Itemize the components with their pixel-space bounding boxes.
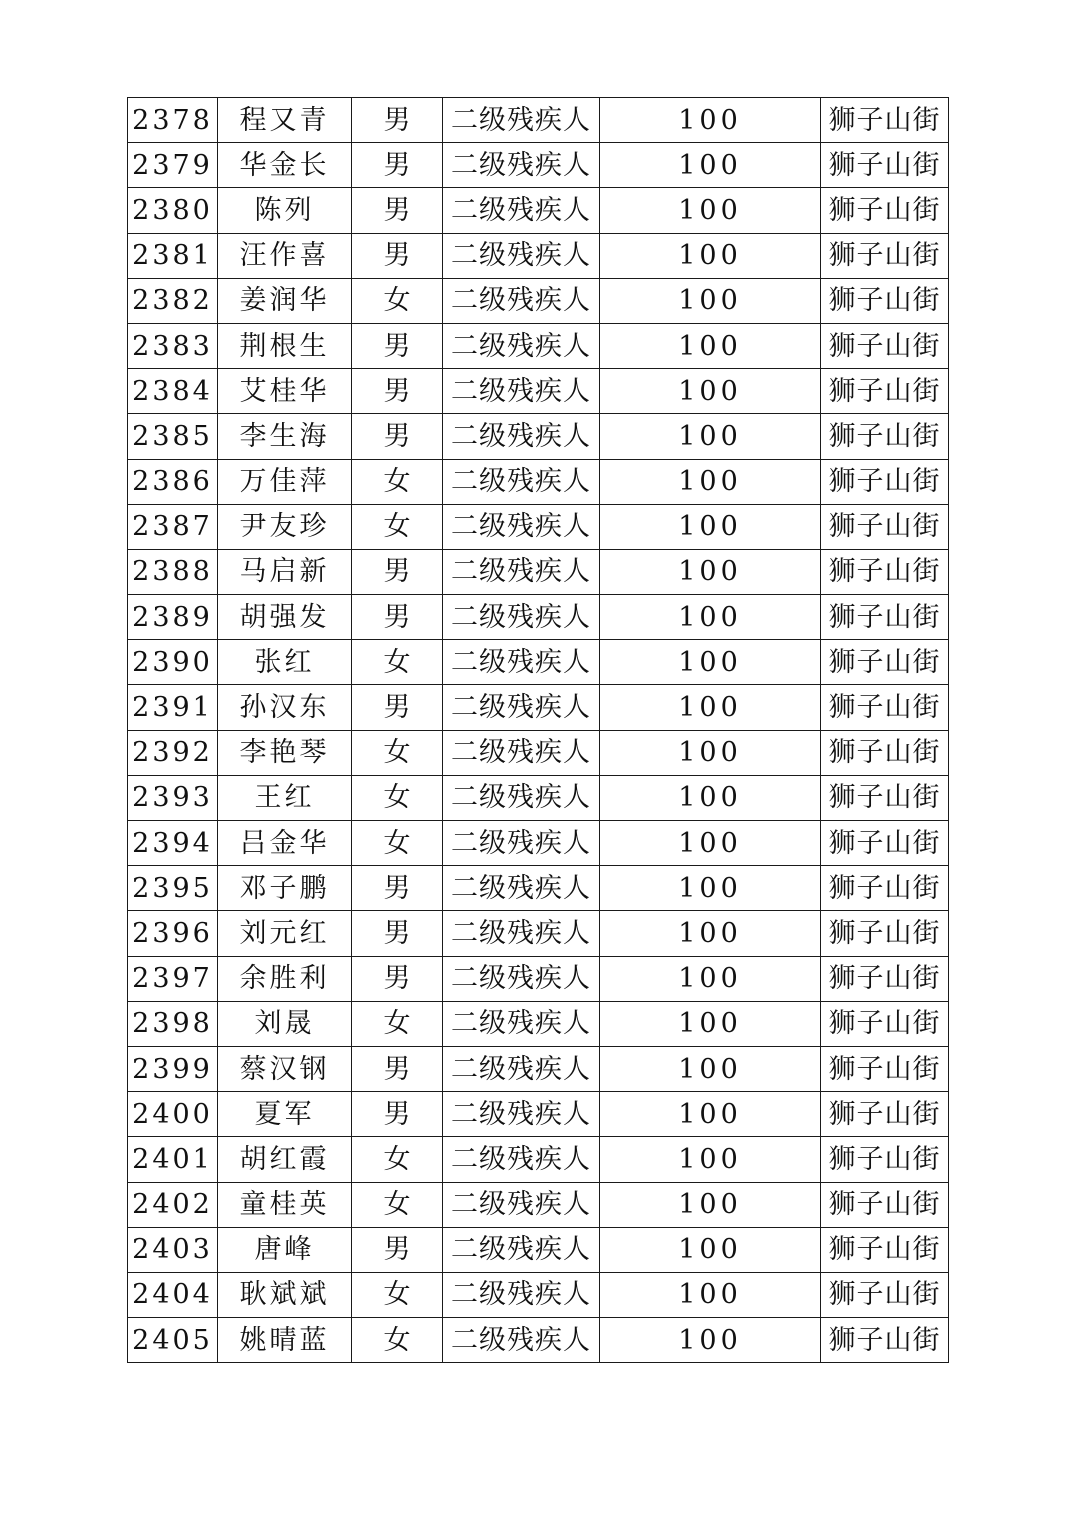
table-row: [128, 911, 949, 956]
disability-category-cell: 二级残疾人: [443, 98, 600, 143]
table-row: [128, 1272, 949, 1317]
street-cell: 狮子山街: [821, 775, 949, 820]
disability-category-cell: 二级残疾人: [443, 956, 600, 1001]
serial-number-cell: 2400: [128, 1092, 218, 1137]
name-cell: 程又青: [218, 98, 352, 143]
table-row: [128, 504, 949, 549]
street-cell: 狮子山街: [821, 323, 949, 368]
serial-number-cell: 2384: [128, 369, 218, 414]
street-cell: 狮子山街: [821, 549, 949, 594]
serial-number-cell: 2403: [128, 1227, 218, 1272]
serial-number-cell: 2382: [128, 278, 218, 323]
serial-number-cell: 2402: [128, 1182, 218, 1227]
amount-cell: 100: [600, 369, 821, 414]
name-cell: 蔡汉钢: [218, 1046, 352, 1091]
name-cell: 华金长: [218, 143, 352, 188]
name-cell: 孙汉东: [218, 685, 352, 730]
amount-cell: 100: [600, 188, 821, 233]
street-cell: 狮子山街: [821, 595, 949, 640]
serial-number-cell: 2397: [128, 956, 218, 1001]
street-cell: 狮子山街: [821, 459, 949, 504]
serial-number-cell: 2396: [128, 911, 218, 956]
name-cell: 耿斌斌: [218, 1272, 352, 1317]
street-cell: 狮子山街: [821, 956, 949, 1001]
serial-number-cell: 2393: [128, 775, 218, 820]
disability-category-cell: 二级残疾人: [443, 414, 600, 459]
amount-cell: 100: [600, 1092, 821, 1137]
amount-cell: 100: [600, 1137, 821, 1182]
serial-number-cell: 2383: [128, 323, 218, 368]
gender-cell: 男: [352, 98, 443, 143]
street-cell: 狮子山街: [821, 233, 949, 278]
disability-category-cell: 二级残疾人: [443, 640, 600, 685]
serial-number-cell: 2404: [128, 1272, 218, 1317]
amount-cell: 100: [600, 278, 821, 323]
name-cell: 汪作喜: [218, 233, 352, 278]
gender-cell: 男: [352, 233, 443, 278]
street-cell: 狮子山街: [821, 821, 949, 866]
disability-category-cell: 二级残疾人: [443, 775, 600, 820]
disability-category-cell: 二级残疾人: [443, 595, 600, 640]
name-cell: 李生海: [218, 414, 352, 459]
table-row: [128, 278, 949, 323]
street-cell: 狮子山街: [821, 414, 949, 459]
disability-category-cell: 二级残疾人: [443, 233, 600, 278]
street-cell: 狮子山街: [821, 278, 949, 323]
street-cell: 狮子山街: [821, 1092, 949, 1137]
gender-cell: 女: [352, 1182, 443, 1227]
serial-number-cell: 2385: [128, 414, 218, 459]
disability-category-cell: 二级残疾人: [443, 866, 600, 911]
serial-number-cell: 2395: [128, 866, 218, 911]
amount-cell: 100: [600, 640, 821, 685]
name-cell: 唐峰: [218, 1227, 352, 1272]
disability-category-cell: 二级残疾人: [443, 1046, 600, 1091]
table-row: [128, 685, 949, 730]
table-row: [128, 1227, 949, 1272]
disability-category-cell: 二级残疾人: [443, 821, 600, 866]
name-cell: 刘元红: [218, 911, 352, 956]
disability-category-cell: 二级残疾人: [443, 459, 600, 504]
name-cell: 荆根生: [218, 323, 352, 368]
table-row: [128, 1182, 949, 1227]
street-cell: 狮子山街: [821, 98, 949, 143]
serial-number-cell: 2378: [128, 98, 218, 143]
gender-cell: 男: [352, 1092, 443, 1137]
disability-category-cell: 二级残疾人: [443, 143, 600, 188]
name-cell: 夏军: [218, 1092, 352, 1137]
gender-cell: 男: [352, 143, 443, 188]
street-cell: 狮子山街: [821, 730, 949, 775]
gender-cell: 男: [352, 369, 443, 414]
disability-category-cell: 二级残疾人: [443, 1318, 600, 1363]
gender-cell: 女: [352, 278, 443, 323]
amount-cell: 100: [600, 233, 821, 278]
street-cell: 狮子山街: [821, 640, 949, 685]
table-body: [128, 98, 949, 1363]
street-cell: 狮子山街: [821, 685, 949, 730]
table-row: [128, 730, 949, 775]
disability-category-cell: 二级残疾人: [443, 730, 600, 775]
street-cell: 狮子山街: [821, 1318, 949, 1363]
name-cell: 邓子鹏: [218, 866, 352, 911]
name-cell: 姜润华: [218, 278, 352, 323]
amount-cell: 100: [600, 1318, 821, 1363]
disability-category-cell: 二级残疾人: [443, 504, 600, 549]
table-row: [128, 1092, 949, 1137]
serial-number-cell: 2392: [128, 730, 218, 775]
amount-cell: 100: [600, 821, 821, 866]
table-row: [128, 233, 949, 278]
street-cell: 狮子山街: [821, 866, 949, 911]
amount-cell: 100: [600, 911, 821, 956]
serial-number-cell: 2401: [128, 1137, 218, 1182]
gender-cell: 男: [352, 323, 443, 368]
table-row: [128, 1318, 949, 1363]
amount-cell: 100: [600, 1182, 821, 1227]
serial-number-cell: 2391: [128, 685, 218, 730]
disability-category-cell: 二级残疾人: [443, 1182, 600, 1227]
name-cell: 姚晴蓝: [218, 1318, 352, 1363]
table-row: [128, 98, 949, 143]
table-row: [128, 143, 949, 188]
name-cell: 李艳琴: [218, 730, 352, 775]
disability-category-cell: 二级残疾人: [443, 685, 600, 730]
disability-category-cell: 二级残疾人: [443, 549, 600, 594]
serial-number-cell: 2387: [128, 504, 218, 549]
amount-cell: 100: [600, 98, 821, 143]
gender-cell: 女: [352, 1318, 443, 1363]
amount-cell: 100: [600, 1272, 821, 1317]
serial-number-cell: 2380: [128, 188, 218, 233]
disability-category-cell: 二级残疾人: [443, 1272, 600, 1317]
table-row: [128, 369, 949, 414]
gender-cell: 男: [352, 1046, 443, 1091]
gender-cell: 女: [352, 1272, 443, 1317]
serial-number-cell: 2390: [128, 640, 218, 685]
disability-category-cell: 二级残疾人: [443, 1092, 600, 1137]
table-row: [128, 956, 949, 1001]
disability-category-cell: 二级残疾人: [443, 188, 600, 233]
amount-cell: 100: [600, 459, 821, 504]
amount-cell: 100: [600, 1001, 821, 1046]
name-cell: 余胜利: [218, 956, 352, 1001]
street-cell: 狮子山街: [821, 911, 949, 956]
disability-category-cell: 二级残疾人: [443, 911, 600, 956]
table-row: [128, 595, 949, 640]
amount-cell: 100: [600, 730, 821, 775]
name-cell: 尹友珍: [218, 504, 352, 549]
gender-cell: 女: [352, 730, 443, 775]
street-cell: 狮子山街: [821, 1137, 949, 1182]
gender-cell: 女: [352, 1137, 443, 1182]
serial-number-cell: 2399: [128, 1046, 218, 1091]
gender-cell: 男: [352, 956, 443, 1001]
street-cell: 狮子山街: [821, 188, 949, 233]
table-row: [128, 414, 949, 459]
amount-cell: 100: [600, 414, 821, 459]
name-cell: 吕金华: [218, 821, 352, 866]
amount-cell: 100: [600, 549, 821, 594]
disability-category-cell: 二级残疾人: [443, 1001, 600, 1046]
amount-cell: 100: [600, 685, 821, 730]
name-cell: 万佳萍: [218, 459, 352, 504]
street-cell: 狮子山街: [821, 1182, 949, 1227]
name-cell: 张红: [218, 640, 352, 685]
serial-number-cell: 2389: [128, 595, 218, 640]
disability-category-cell: 二级残疾人: [443, 323, 600, 368]
subsidy-roster-table: [127, 97, 949, 1363]
name-cell: 艾桂华: [218, 369, 352, 414]
disability-category-cell: 二级残疾人: [443, 369, 600, 414]
name-cell: 胡红霞: [218, 1137, 352, 1182]
amount-cell: 100: [600, 504, 821, 549]
disability-category-cell: 二级残疾人: [443, 1137, 600, 1182]
table-row: [128, 1137, 949, 1182]
name-cell: 马启新: [218, 549, 352, 594]
street-cell: 狮子山街: [821, 369, 949, 414]
amount-cell: 100: [600, 775, 821, 820]
gender-cell: 女: [352, 821, 443, 866]
amount-cell: 100: [600, 1046, 821, 1091]
gender-cell: 女: [352, 640, 443, 685]
name-cell: 王红: [218, 775, 352, 820]
gender-cell: 女: [352, 775, 443, 820]
gender-cell: 男: [352, 188, 443, 233]
disability-category-cell: 二级残疾人: [443, 278, 600, 323]
amount-cell: 100: [600, 956, 821, 1001]
gender-cell: 男: [352, 866, 443, 911]
table-row: [128, 1001, 949, 1046]
street-cell: 狮子山街: [821, 1227, 949, 1272]
name-cell: 胡强发: [218, 595, 352, 640]
table-row: [128, 775, 949, 820]
street-cell: 狮子山街: [821, 143, 949, 188]
gender-cell: 女: [352, 459, 443, 504]
serial-number-cell: 2386: [128, 459, 218, 504]
amount-cell: 100: [600, 595, 821, 640]
serial-number-cell: 2405: [128, 1318, 218, 1363]
table-row: [128, 188, 949, 233]
amount-cell: 100: [600, 1227, 821, 1272]
name-cell: 童桂英: [218, 1182, 352, 1227]
serial-number-cell: 2394: [128, 821, 218, 866]
gender-cell: 男: [352, 685, 443, 730]
table-row: [128, 459, 949, 504]
name-cell: 刘晟: [218, 1001, 352, 1046]
gender-cell: 男: [352, 549, 443, 594]
serial-number-cell: 2398: [128, 1001, 218, 1046]
table-row: [128, 549, 949, 594]
disability-category-cell: 二级残疾人: [443, 1227, 600, 1272]
street-cell: 狮子山街: [821, 1001, 949, 1046]
street-cell: 狮子山街: [821, 504, 949, 549]
serial-number-cell: 2381: [128, 233, 218, 278]
gender-cell: 女: [352, 1001, 443, 1046]
serial-number-cell: 2388: [128, 549, 218, 594]
name-cell: 陈列: [218, 188, 352, 233]
street-cell: 狮子山街: [821, 1272, 949, 1317]
table-row: [128, 821, 949, 866]
table-row: [128, 640, 949, 685]
gender-cell: 男: [352, 911, 443, 956]
table-row: [128, 1046, 949, 1091]
street-cell: 狮子山街: [821, 1046, 949, 1091]
amount-cell: 100: [600, 323, 821, 368]
amount-cell: 100: [600, 866, 821, 911]
table-row: [128, 323, 949, 368]
gender-cell: 男: [352, 595, 443, 640]
gender-cell: 男: [352, 1227, 443, 1272]
serial-number-cell: 2379: [128, 143, 218, 188]
gender-cell: 女: [352, 504, 443, 549]
amount-cell: 100: [600, 143, 821, 188]
gender-cell: 男: [352, 414, 443, 459]
table-row: [128, 866, 949, 911]
